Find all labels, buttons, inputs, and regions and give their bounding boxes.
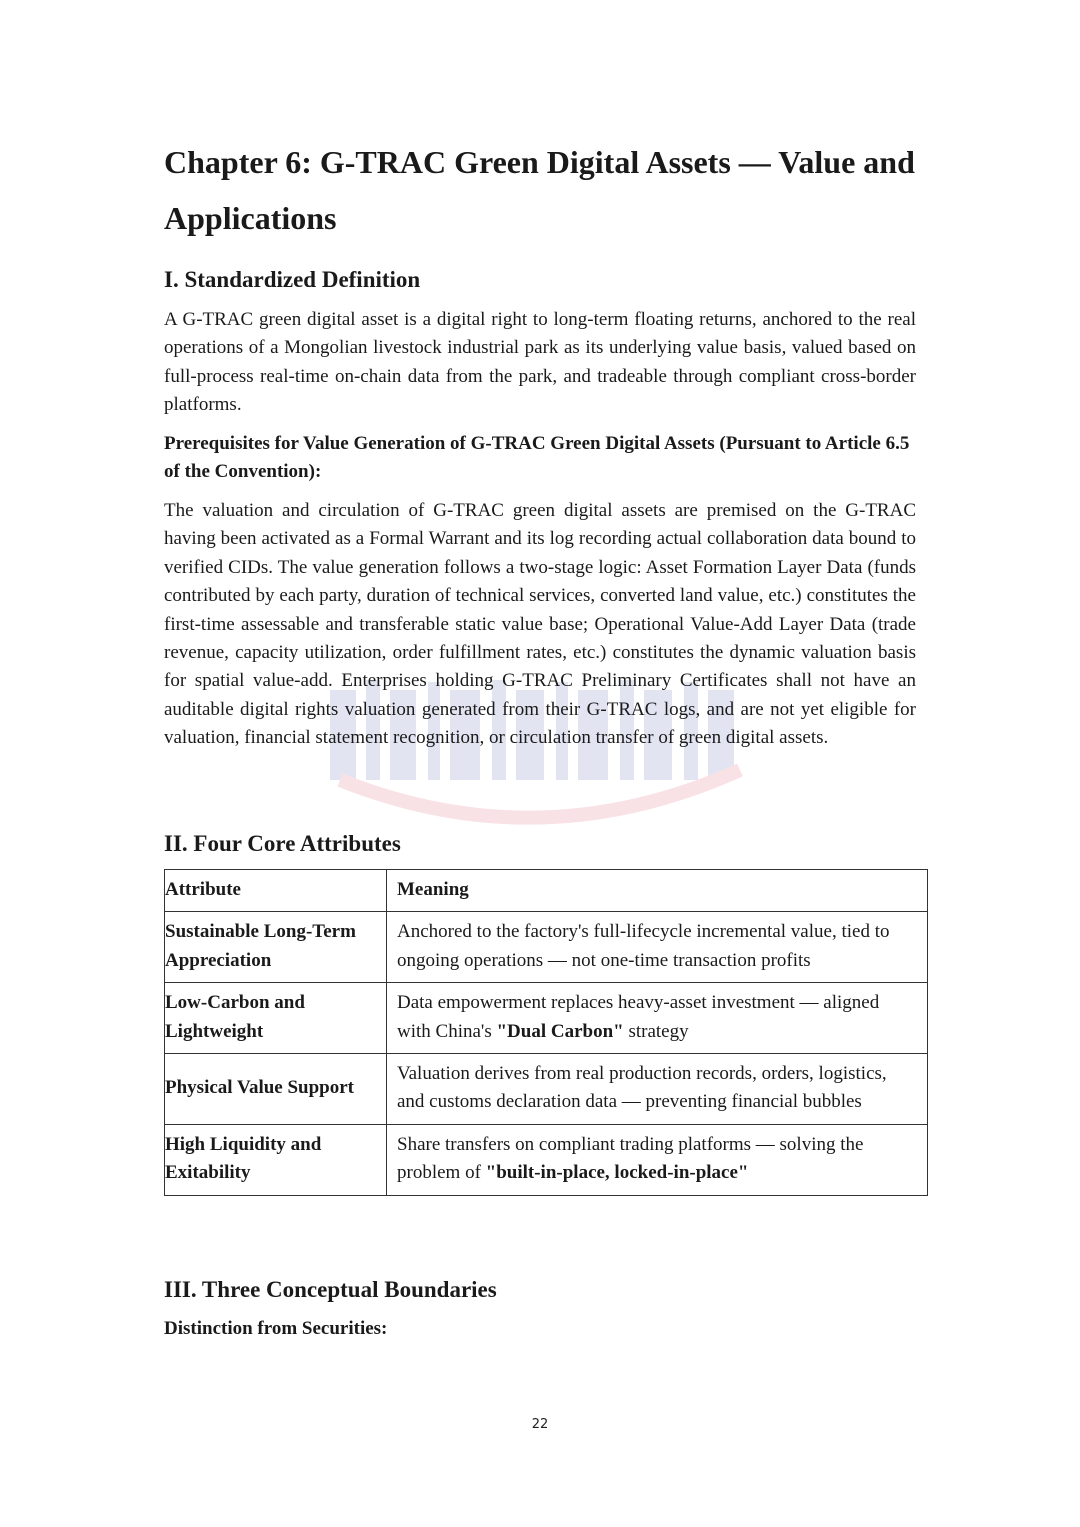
chapter-title: Chapter 6: G-TRAC Green Digital Assets — Value and Applications: [164, 144, 915, 236]
prerequisites-heading: Prerequisites for Value Generation of G-TRAC Green Digital Assets (Pursuant to Article 6.5 of the Convention):: [164, 433, 910, 482]
attribute-cell: Sustainable Long-Term Appreciation: [165, 912, 387, 983]
prerequisites-paragraph: The valuation and circulation of G-TRAC green digital assets are premised on the G-TRAC having been activated as a Formal Warrant and its log recording actual collaboration data bound to verified CIDs. The value generation follows a two-stage logic: Asset Formation Layer Data (funds contributed by each party, duration of technical services, converted land value, etc.) constitutes the first-time assessable and transferable static value base; Operational Value-Add Layer Data (trade revenue, capacity utilization, order fulfillment rates, etc.) constitutes the dynamic valuation basis for spatial value-add. Enterprises holding G-TRAC Preliminary Certificates shall not have an auditable digital rights valuation generated from their G-TRAC logs, and are not yet eligible for valuation, financial statement recognition, or circulation transfer of green digital assets.: [164, 500, 916, 749]
securities-subheading: Distinction from Securities:: [164, 1318, 388, 1339]
attribute-cell: Physical Value Support: [165, 1054, 387, 1125]
meaning-cell: [387, 912, 928, 983]
definition-paragraph: A G-TRAC green digital asset is a digital right to long-term floating returns, anchored to the real operations of a Mongolian livestock industrial park as its underlying value basis, valued based on full-process real-time on-chain data from the park, and tradeable through compliant cross-border platforms.: [164, 309, 916, 416]
section-heading-boundaries: III. Three Conceptual Boundaries: [164, 1277, 497, 1302]
section-heading-definition: I. Standardized Definition: [164, 267, 421, 292]
table-row: [165, 1054, 928, 1125]
table-row: [165, 912, 928, 983]
meaning-cell: [387, 1124, 928, 1195]
table-row: [165, 1124, 928, 1195]
meaning-emphasis: "built-in-place, locked-in-place": [485, 1162, 749, 1184]
meaning-text-end: strategy: [623, 1020, 689, 1042]
attribute-cell: High Liquidity and Exitability: [165, 1124, 387, 1195]
page-number: 22: [531, 1417, 549, 1432]
meaning-cell: [387, 1054, 928, 1125]
table-header-row: [165, 870, 928, 912]
meaning-cell: [387, 983, 928, 1054]
meaning-text: Data empowerment replaces heavy-asset investment — aligned with China's: [397, 992, 880, 1042]
section-heading-attributes: II. Four Core Attributes: [164, 831, 401, 856]
attribute-cell: Low-Carbon and Lightweight: [165, 983, 387, 1054]
meaning-text: Share transfers on compliant trading platforms — solving the problem of: [397, 1133, 864, 1184]
header-meaning: Meaning: [387, 870, 928, 912]
meaning-emphasis: "Dual Carbon": [496, 1020, 624, 1042]
table-row: [165, 983, 928, 1054]
attributes-table: [164, 869, 928, 1196]
header-attribute: Attribute: [165, 870, 387, 912]
meaning-text: Anchored to the factory's full-lifecycle incremental value, tied to ongoing operations — not one-time transaction profits: [397, 921, 890, 971]
meaning-text: Valuation derives from real production records, orders, logistics, and customs declaration data — preventing financial bubbles: [397, 1063, 887, 1113]
